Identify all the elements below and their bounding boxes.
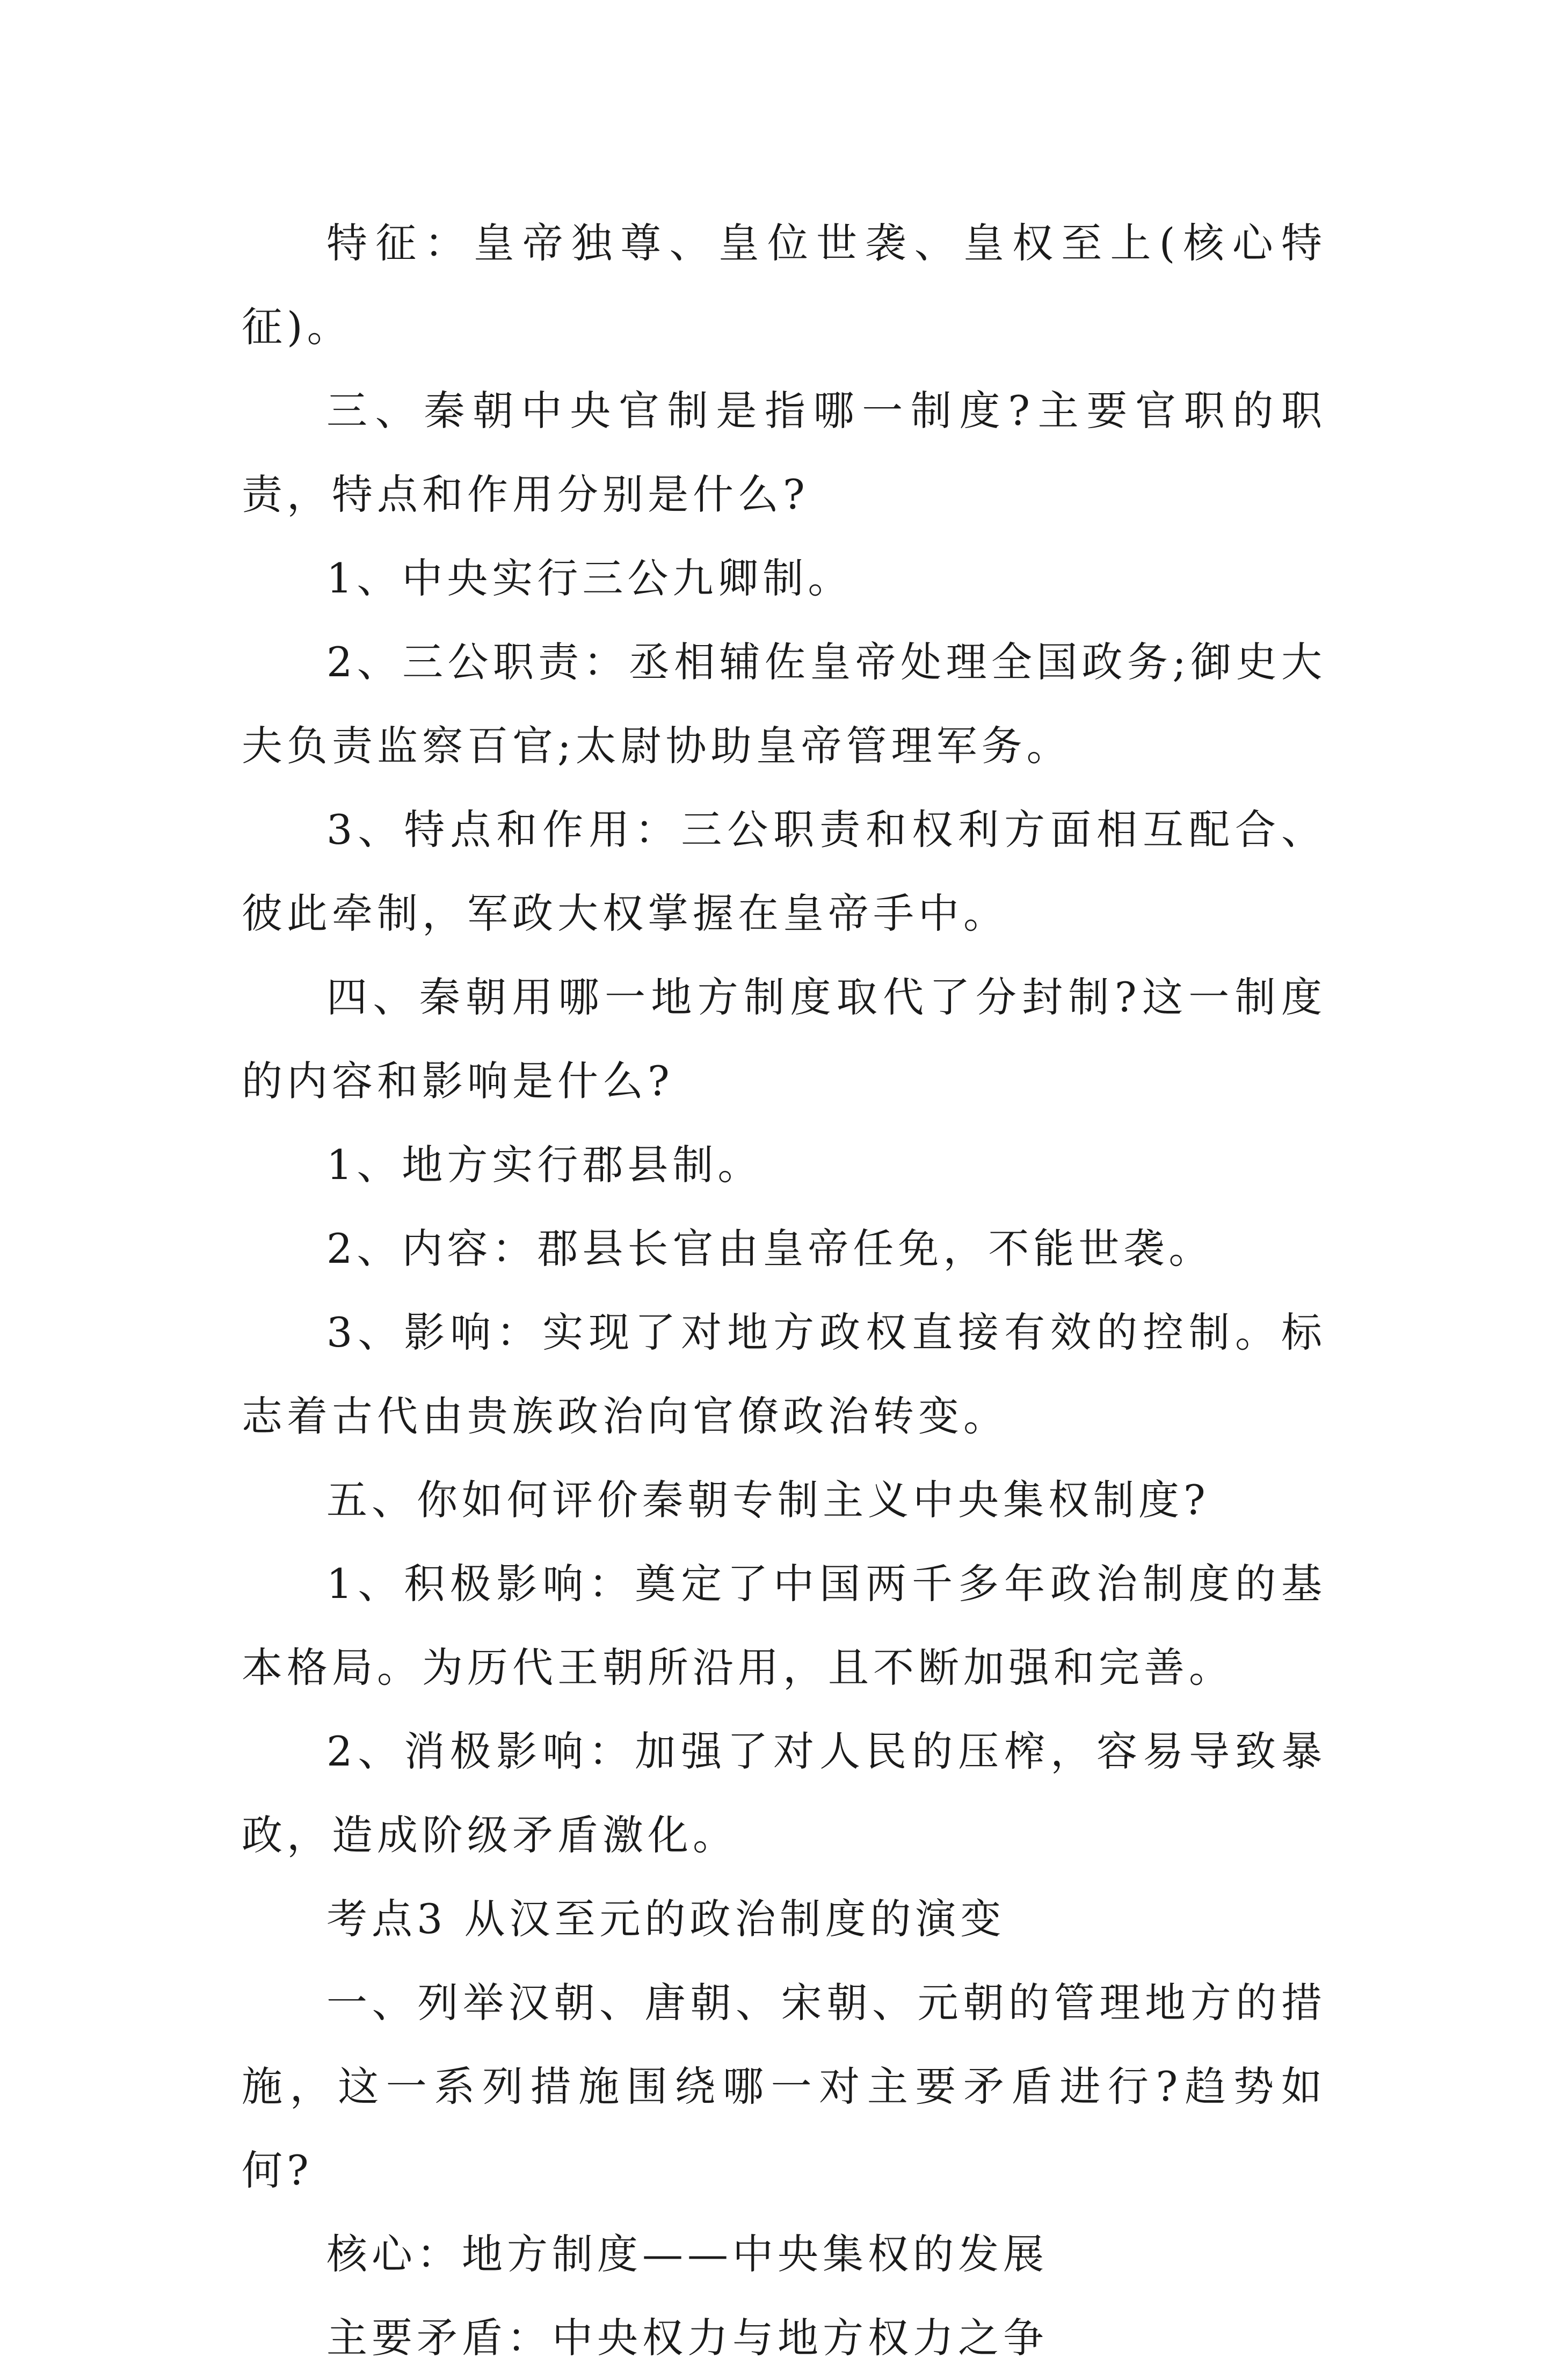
paragraph-question-four: 四、秦朝用哪一地方制度取代了分封制?这一制度的内容和影响是什么? bbox=[242, 973, 1326, 1105]
paragraph-main-contradiction: 主要矛盾：中央权力与地方权力之争 bbox=[326, 2314, 1048, 2362]
document-body bbox=[242, 201, 1326, 2380]
paragraph-characteristics: 特征：皇帝独尊、皇位世袭、皇权至上(核心特征)。 bbox=[242, 219, 1326, 351]
section-heading-kaodian-3: 考点3 从汉至元的政治制度的演变 bbox=[326, 1895, 1006, 1943]
paragraph-four-point-3: 3、影响：实现了对地方政权直接有效的控制。标志着古代由贵族政治向官僚政治转变。 bbox=[242, 1308, 1326, 1440]
paragraph-question-five: 五、你如何评价秦朝专制主义中央集权制度? bbox=[326, 1476, 1210, 1524]
paragraph-question-one: 一、列举汉朝、唐朝、宋朝、元朝的管理地方的措施，这一系列措施围绕哪一对主要矛盾进行?趋势如何? bbox=[242, 1979, 1326, 2194]
paragraph-five-point-2: 2、消极影响：加强了对人民的压榨，容易导致暴政，造成阶级矛盾激化。 bbox=[242, 1727, 1326, 1859]
paragraph-core: 核心：地方制度——中央集权的发展 bbox=[326, 2230, 1048, 2278]
paragraph-five-point-1: 1、积极影响：奠定了中国两千多年政治制度的基本格局。为历代王朝所沿用，且不断加强和完善。 bbox=[242, 1560, 1326, 1691]
paragraph-three-point-1: 1、中央实行三公九卿制。 bbox=[326, 554, 853, 602]
paragraph-three-point-2: 2、三公职责：丞相辅佐皇帝处理全国政务;御史大夫负责监察百官;太尉协助皇帝管理军务。 bbox=[242, 638, 1326, 770]
paragraph-question-three: 三、秦朝中央官制是指哪一制度?主要官职的职责，特点和作用分别是什么? bbox=[242, 387, 1326, 518]
paragraph-four-point-1: 1、地方实行郡县制。 bbox=[326, 1141, 763, 1189]
paragraph-three-point-3: 3、特点和作用：三公职责和权利方面相互配合、彼此牵制，军政大权掌握在皇帝手中。 bbox=[242, 806, 1326, 937]
paragraph-four-point-2: 2、内容：郡县长官由皇帝任免，不能世袭。 bbox=[326, 1225, 1214, 1272]
